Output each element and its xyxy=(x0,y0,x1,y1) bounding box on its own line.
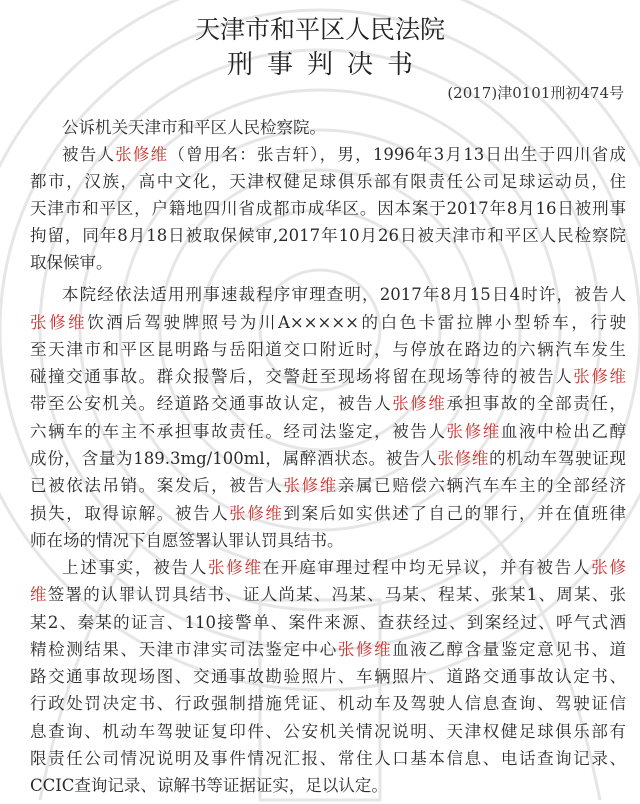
text-line xyxy=(30,225,626,247)
text-line xyxy=(30,693,626,715)
court-name: 天津市和平区人民法院 xyxy=(194,15,445,44)
text-line xyxy=(30,421,626,443)
text-segment: 师在场的情况下自愿签署认罪认罚具结书。 xyxy=(30,531,344,550)
case-number: (2017)津0101刑初474号 xyxy=(447,84,624,102)
text-line xyxy=(30,339,626,361)
text-segment: 血液中检出乙醇 xyxy=(500,422,626,441)
text-segment: 到案后如实供述了自己的罪行，并在值班律 xyxy=(283,504,626,523)
text-line xyxy=(30,503,626,525)
text-segment: 息查询、机动车驾驶证复印件、公安机关情况说明、天津权健足球俱乐部有 xyxy=(30,722,626,741)
text-segment: 碰撞交通事故。群众报警后，交警赶至现场将留在现场等待的被告人 xyxy=(30,367,574,386)
text-line xyxy=(30,366,626,388)
defendant-name: 张修维 xyxy=(446,422,501,441)
text-segment: 限责任公司情况说明及事件情况汇报、常住人口基本信息、电话查询记录、 xyxy=(30,749,626,768)
text-segment: 行政处罚决定书、行政强制措施凭证、机动车及驾驶人信息查询、驾驶证信 xyxy=(30,694,626,713)
text-line xyxy=(30,171,626,193)
defendant-name: 维 xyxy=(30,585,48,604)
defendant-name: 张修维 xyxy=(392,394,447,413)
defendant-name: 张修维 xyxy=(229,504,284,523)
text-segment: 在开庭审理过程中均无异议，并有被告人 xyxy=(262,558,592,577)
defendant-name: 张修维 xyxy=(573,367,626,386)
text-line xyxy=(30,748,626,770)
defendant-name: 张修维 xyxy=(337,640,393,659)
text-segment: 精检测结果、天津市津实司法鉴定中心 xyxy=(30,640,338,659)
text-line xyxy=(30,612,626,634)
text-line xyxy=(30,530,626,552)
document-title: 刑事判决书 xyxy=(226,50,427,80)
text-segment: 承担事故的全部责任， xyxy=(446,394,626,413)
text-line xyxy=(30,584,626,606)
text-segment: 亲属已赔偿六辆汽车车主的全部经济 xyxy=(337,476,626,495)
text-line xyxy=(30,721,626,743)
text-line xyxy=(30,775,626,797)
text-segment: 饮酒后驾驶牌照号为川A×××××的白色卡雷拉牌小型轿车，行驶 xyxy=(87,313,626,332)
text-segment: 成份，含量为189.3mg/100ml，属醉酒状态。被告人 xyxy=(30,449,438,468)
defendant-name: 张修 xyxy=(591,558,626,577)
defendant-name: 张修维 xyxy=(115,145,169,164)
text-segment: 本院经依法适用刑事速裁程序审理查明，2017年8月15日4时许，被告人 xyxy=(62,285,626,304)
text-segment: 某2、秦某的证言、110接警单、案件来源、查获经过、到案经过、呼气式酒 xyxy=(30,613,626,632)
text-segment: 都市，汉族，高中文化，天津权健足球俱乐部有限责任公司足球运动员，住 xyxy=(30,172,626,191)
text-segment: 损失，取得谅解。被告人 xyxy=(30,504,230,523)
text-segment: CCIC查询记录、谅解书等证据证实，足以认定。 xyxy=(30,776,388,795)
text-segment: 上述事实，被告人 xyxy=(62,558,208,577)
defendant-name: 张修维 xyxy=(208,558,263,577)
text-line xyxy=(30,252,626,274)
defendant-name: 张修维 xyxy=(437,449,490,468)
text-segment: 的机动车驾驶证现 xyxy=(489,449,627,468)
text-segment: 六辆车的车主不承担事故责任。经司法鉴定，被告人 xyxy=(30,422,447,441)
defendant-name: 张修维 xyxy=(30,313,88,332)
text-segment: 签署的认罪认罚具结书、证人尚某、冯某、马某、程某、张某1、周某、张 xyxy=(47,585,627,604)
text-line xyxy=(30,666,626,688)
text-segment: 带至公安机关。经道路交通事故认定，被告人 xyxy=(30,394,393,413)
defendant-name: 张修维 xyxy=(283,476,338,495)
text-line xyxy=(62,117,626,139)
text-segment: 路交通事故现场图、交通事故勘验照片、车辆照片、道路交通事故认定书、 xyxy=(30,667,626,686)
text-line xyxy=(30,198,626,220)
text-segment: 公诉机关天津市和平区人民检察院。 xyxy=(62,118,326,137)
text-segment: 血液乙醇含量鉴定意见书、道 xyxy=(392,640,626,659)
text-segment: 已被依法吊销。案发后，被告人 xyxy=(30,476,284,495)
text-line xyxy=(30,448,626,470)
text-segment: 天津市和平区，户籍地四川省成都市成华区。因本案于2017年8月16日被刑事 xyxy=(30,199,626,218)
text-line xyxy=(62,557,626,579)
text-line xyxy=(30,312,626,334)
text-line xyxy=(62,144,626,166)
text-line xyxy=(30,393,626,415)
text-segment: 拘留，同年8月18日被取保候审,2017年10月26日被天津市和平区人民检察院 xyxy=(30,226,626,245)
text-line xyxy=(62,284,626,306)
text-segment: 至天津市和平区昆明路与岳阳道交口附近时，与停放在路边的六辆汽车发生 xyxy=(30,340,626,359)
text-segment: （曾用名：张吉轩），男，1996年3月13日出生于四川省成 xyxy=(168,145,627,164)
text-line xyxy=(30,475,626,497)
text-segment: 取保候审。 xyxy=(30,253,113,272)
text-line xyxy=(30,639,626,661)
text-segment: 被告人 xyxy=(62,145,116,164)
